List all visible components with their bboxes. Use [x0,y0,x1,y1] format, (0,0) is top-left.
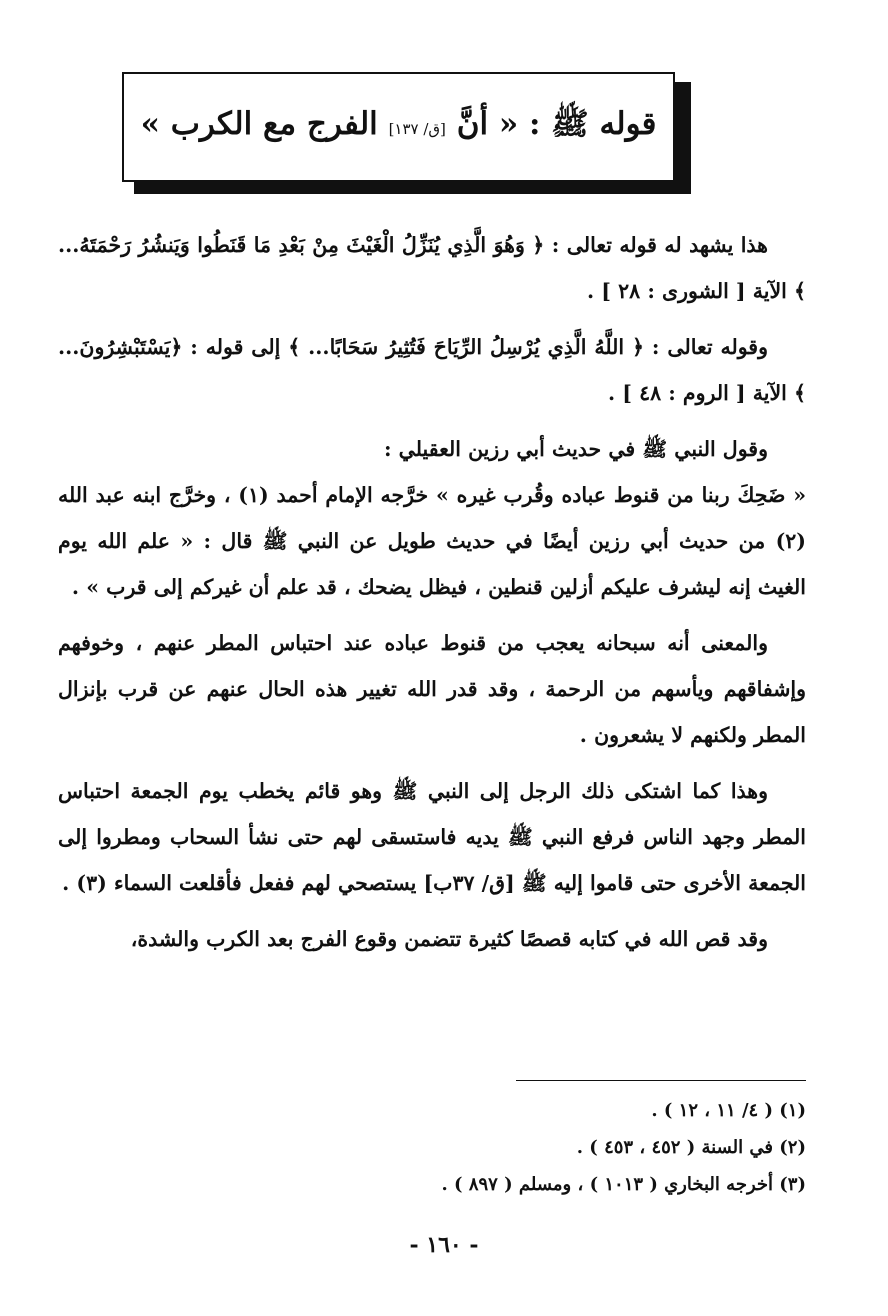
paragraph-6: وهذا كما اشتكى ذلك الرجل إلى النبي ﷺ وهو قائم يخطب يوم الجمعة احتباس المطر وجهد الناس فرفع النبي ﷺ يديه فاستسقى لهم حتى نشأ السحاب ومطروا إلى الجمعة الأخرى حتى قاموا إليه ﷺ [ق/ ٣٧ب] يستصحي لهم ففعل فأقلعت السماء (٣) . [58,779,806,895]
paragraph-3: وقول النبي ﷺ في حديث أبي رزين العقيلي : [383,437,768,461]
title-part-2: الفرج مع الكرب » [140,105,378,142]
chapter-title-box [122,72,675,182]
footnote-2: (٢) في السنة ( ٤٥٢ ، ٤٥٣ ) . [576,1137,806,1158]
title-manuscript-ref: [ق/ ١٣٧] [388,119,446,138]
title-part-1: قوله ﷺ : « أنَّ [456,105,657,142]
footnote-1: (١) ( ٤/ ١١ ، ١٢ ) . [651,1100,806,1121]
chapter-title [141,105,657,150]
main-text [58,222,806,962]
paragraph-7: وقد قص الله في كتابه قصصًا كثيرة تتضمن وقوع الفرج بعد الكرب والشدة، [130,927,768,951]
footnote-3: (٣) أخرجه البخاري ( ١٠١٣ ) ، ومسلم ( ٨٩٧ ) . [441,1174,806,1195]
paragraph-1: هذا يشهد له قوله تعالى : ﴿ وَهُوَ الَّذِي يُنَزِّلُ الْغَيْثَ مِنْ بَعْدِ مَا قَنَطُوا وَيَنشُرُ رَحْمَتَهُ... ﴾ الآية [ الشورى : ٢٨ ] . [58,233,806,303]
paragraph-5: والمعنى أنه سبحانه يعجب من قنوط عباده عند احتباس المطر عنهم ، وخوفهم وإشفاقهم ويأسهم من الرحمة ، وقد قدر الله تغيير هذه الحال عنهم عن قرب بإنزال المطر ولكنهم لا يشعرون . [58,631,806,747]
paragraph-2: وقوله تعالى : ﴿ اللَّهُ الَّذِي يُرْسِلُ الرِّيَاحَ فَتُثِيرُ سَحَابًا... ﴾ إلى قوله : ﴿يَسْتَبْشِرُونَ... ﴾ الآية [ الروم : ٤٨ ] . [58,335,806,405]
page-number: - ١٦٠ - [409,1232,479,1258]
footnote-divider [516,1080,806,1081]
footnotes [60,1092,806,1203]
paragraph-4: « ضَحِكَ ربنا من قنوط عباده وقُرب غيره » خرَّجه الإمام أحمد (١) ، وخرَّج ابنه عبد الله (٢) من حديث أبي رزين أيضًا في حديث طويل عن النبي ﷺ قال : « علم الله يوم الغيث إنه ليشرف عليكم أزلين قنطين ، فيظل يضحك ، قد علم أن غيركم إلى قرب » . [58,483,807,599]
